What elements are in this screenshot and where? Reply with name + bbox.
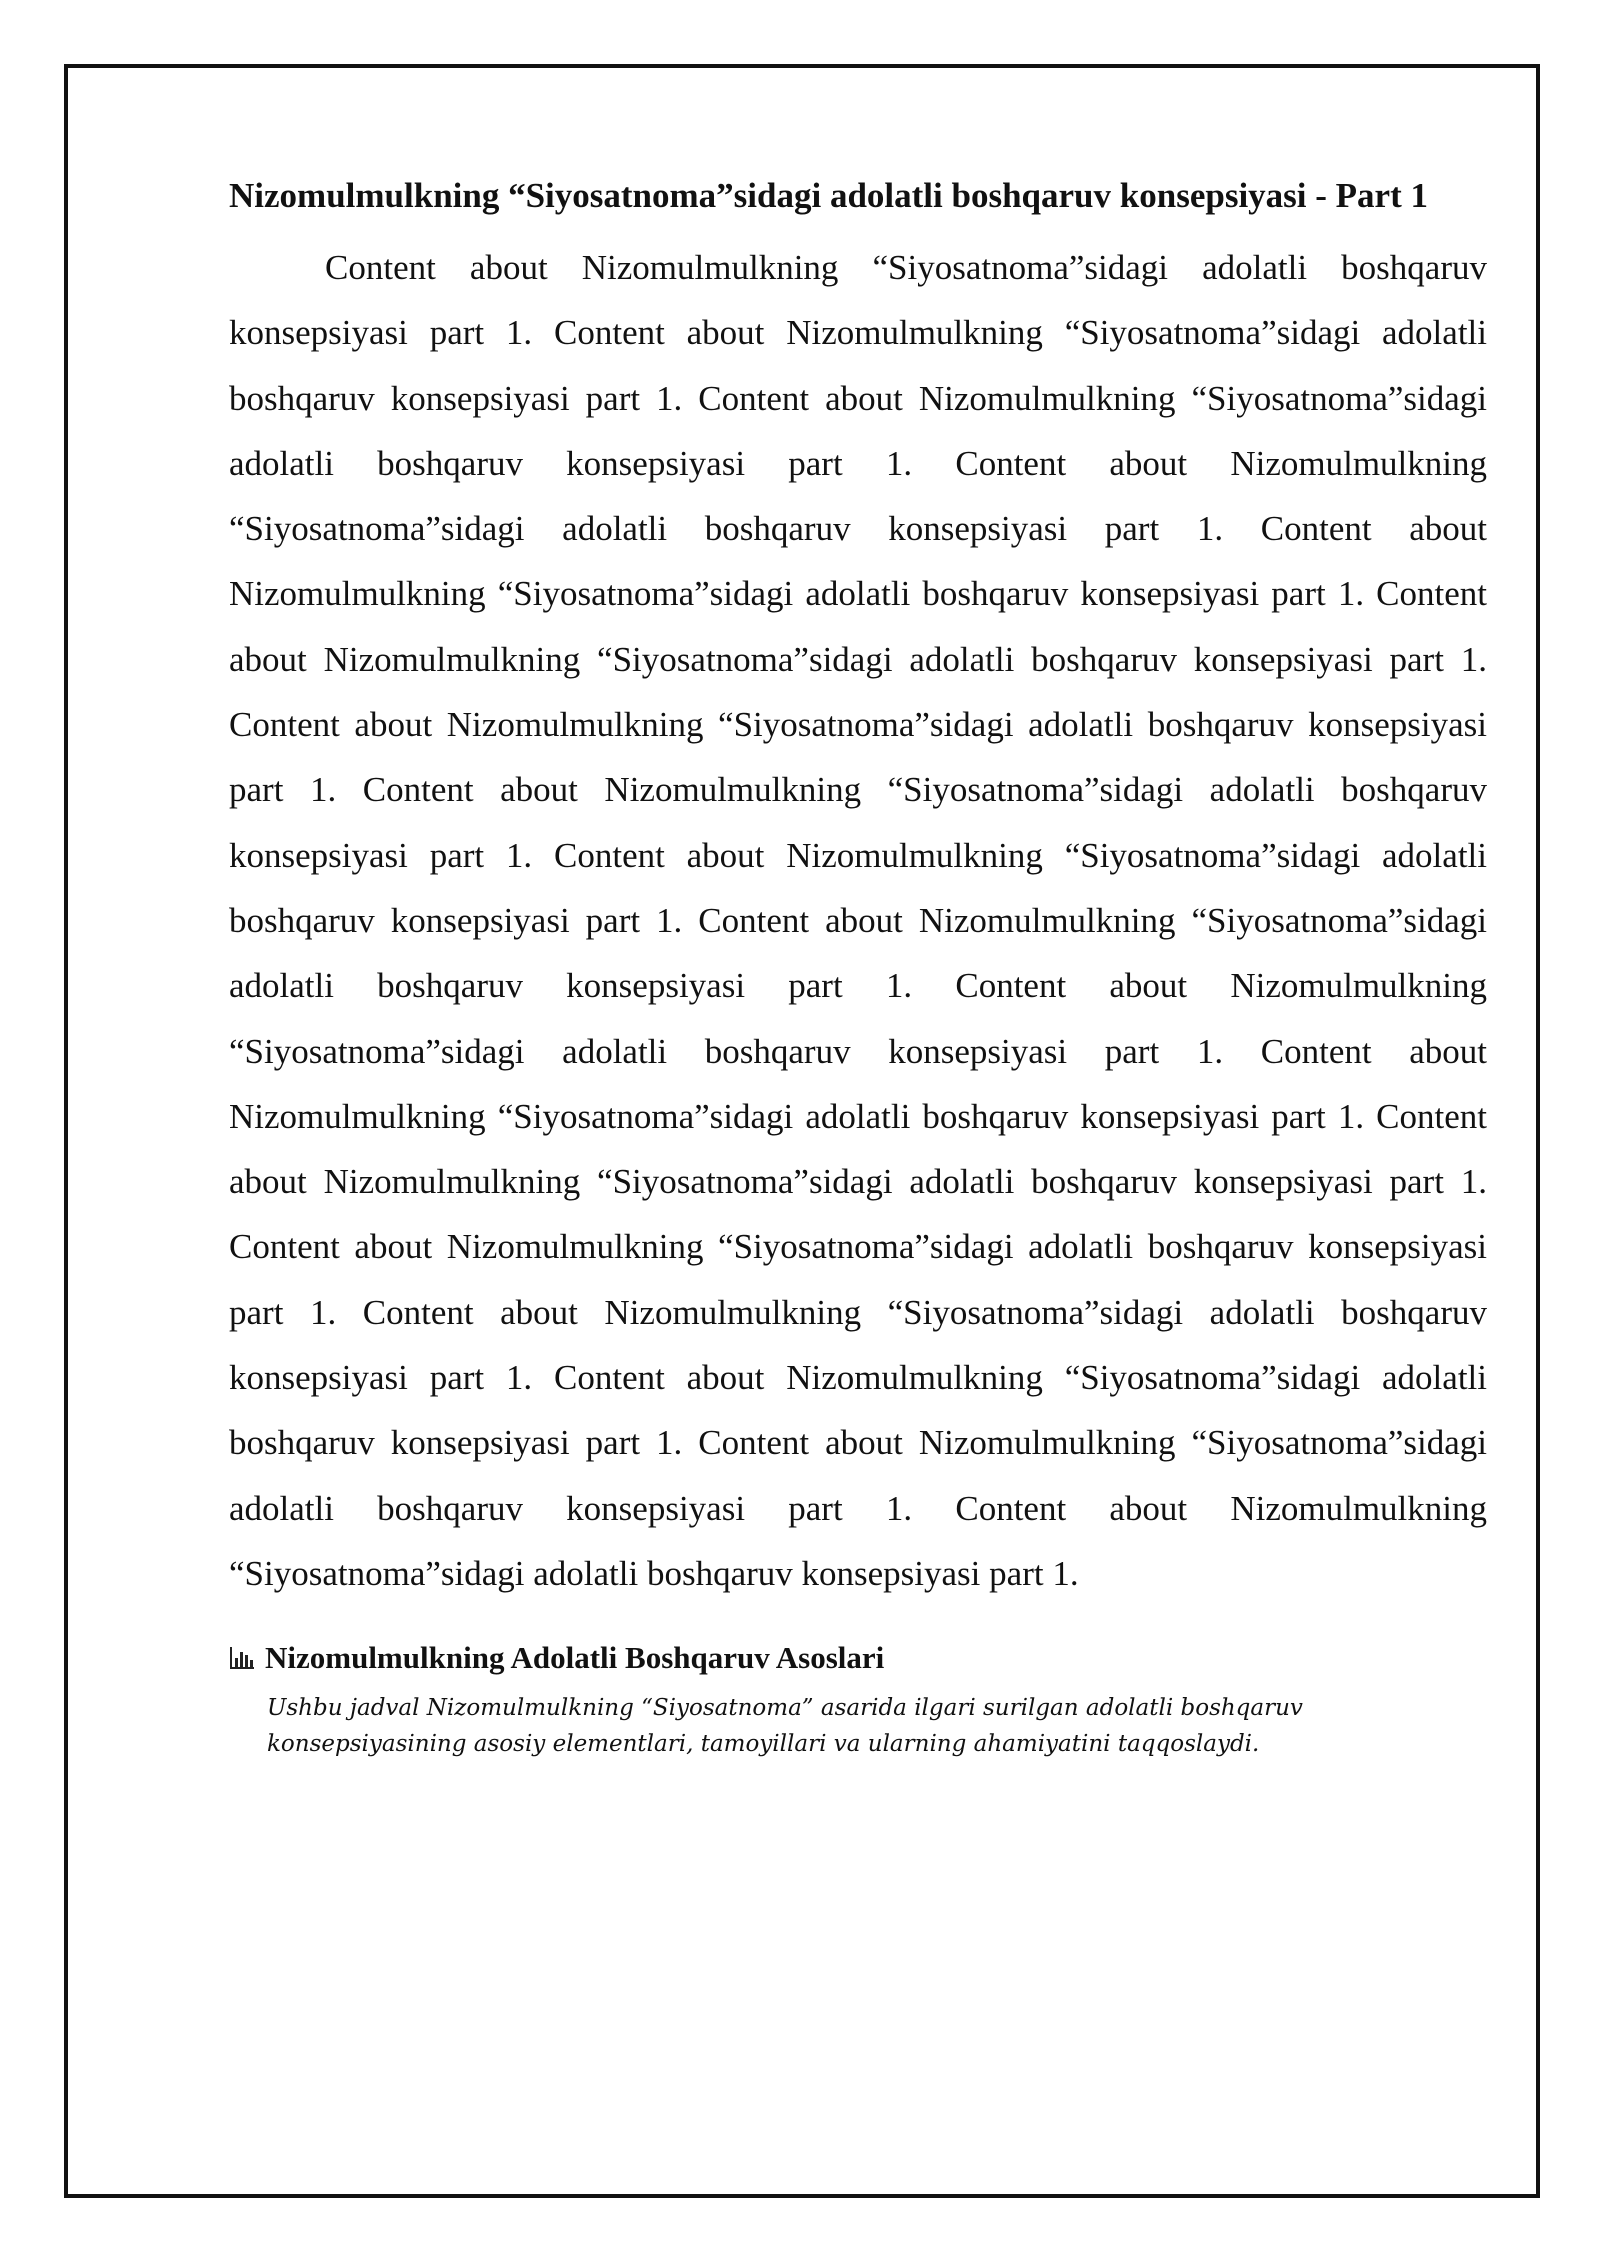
table-caption: Ushbu jadval Nizomulmulkning “Siyosatnoma” asarida ilgari surilgan adolatli boshqaruv konsepsiyasining asosiy elementlari, tamoyillari va ularning ahamiyatini taqqoslaydi. bbox=[267, 1695, 1303, 1758]
table-heading-row bbox=[229, 1636, 1487, 1680]
document-body-paragraph: Content about Nizomulmulkning “Siyosatnoma”sidagi adolatli boshqaruv konsepsiyasi part 1. Content about Nizomulmulkning “Siyosatnoma”sidagi adolatli boshqaruv konsepsiyasi part 1. Content about Nizomulmulkning “Siyosatnoma”sidagi adolatli boshqaruv konsepsiyasi part 1. Content about Nizomulmulkning “Siyosatnoma”sidagi adolatli boshqaruv konsepsiyasi part 1. Content about Nizomulmulkning “Siyosatnoma”sidagi adolatli boshqaruv konsepsiyasi part 1. Content about Nizomulmulkning “Siyosatnoma”sidagi adolatli boshqaruv konsepsiyasi part 1. Content about Nizomulmulkning “Siyosatnoma”sidagi adolatli boshqaruv konsepsiyasi part 1. Content about Nizomulmulkning “Siyosatnoma”sidagi adolatli boshqaruv konsepsiyasi part 1. Content about Nizomulmulkning “Siyosatnoma”sidagi adolatli boshqaruv konsepsiyasi part 1. Content about Nizomulmulkning “Siyosatnoma”sidagi adolatli boshqaruv konsepsiyasi part 1. Content about Nizomulmulkning “Siyosatnoma”sidagi adolatli boshqaruv konsepsiyasi part 1. Content about Nizomulmulkning “Siyosatnoma”sidagi adolatli boshqaruv konsepsiyasi part 1. Content about Nizomulmulkning “Siyosatnoma”sidagi adolatli boshqaruv konsepsiyasi part 1. Content about Nizomulmulkning “Siyosatnoma”sidagi adolatli boshqaruv konsepsiyasi part 1. Content about Nizomulmulkning “Siyosatnoma”sidagi adolatli boshqaruv konsepsiyasi part 1. Content about Nizomulmulkning “Siyosatnoma”sidagi adolatli boshqaruv konsepsiyasi part 1. Content about Nizomulmulkning “Siyosatnoma”sidagi adolatli boshqaruv konsepsiyasi part 1. Content about Nizomulmulkning “Siyosatnoma”sidagi adolatli boshqaruv konsepsiyasi part 1. bbox=[229, 248, 1487, 1593]
table-section bbox=[229, 1636, 1487, 1762]
document-content bbox=[229, 170, 1487, 1762]
document-title: Nizomulmulkning “Siyosatnoma”sidagi adolatli boshqaruv konsepsiyasi - Part 1 bbox=[229, 176, 1428, 215]
bar-chart-icon bbox=[229, 1646, 255, 1670]
table-heading: Nizomulmulkning Adolatli Boshqaruv Asoslari bbox=[265, 1640, 885, 1676]
